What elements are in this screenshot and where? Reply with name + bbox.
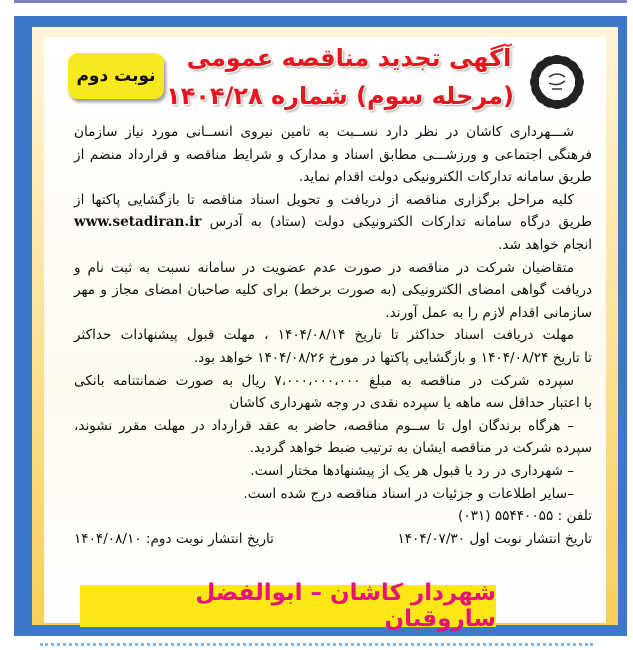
text-line [74,211,592,234]
ad-box [14,16,627,636]
phone-line: تلفن : ۵۵۴۴۰۰۵۵ (۰۳۱) [458,508,592,525]
text-line: –سایر اطلاعات و جزئیات در اسناد مناقصه درج شده است. [243,485,574,502]
text-line: با اعتبار حداقل سه ماهه یا سپرده نقدی در وجه شهرداری کاشان [229,395,592,412]
text-line: شـــهرداری کاشان در نظر دارد نســبت به تامین نیروی انســانی مورد نیاز سازمان [74,124,574,140]
mayor-signature-banner: شهردار کاشان – ابوالفضل ساروقیان [80,585,496,627]
text-line: – هرگاه برندگان اول تا ســوم مناقصه، حاضر به عقد قرارداد در مهلت مقرر نشوند، [74,417,574,434]
ad-frame [32,27,618,632]
text-line: دریافت گواهی امضای الکترونیکی (به صورت برخط) برای کلیه صاحبان امضای مجاز و مهر [74,282,592,299]
setadiran-link[interactable]: www.setadiran.ir [74,214,202,231]
kashan-municipality-logo-icon [522,47,592,117]
text-line: طریق سامانه تدارکات الکترونیکی دولت اقدام نماید. [298,169,592,186]
ad-subtitle: (مرحله سوم) شماره ۱۴۰۴/۲۸ [165,82,514,110]
text-line: انجام خواهد شد. [498,236,592,253]
dotted-divider [40,643,593,646]
text-line: متقاضیان شرکت در مناقصه در صورت عدم عضویت در سامانه نسبت به ثبت نام و [74,259,574,276]
text-line: تا تاریخ ۱۴۰۴/۰۸/۲۴ و بازگشایی پاکتها در مورخ ۱۴۰۴/۰۸/۲۶ خواهد بود. [193,349,592,366]
text-line: سپرده شرکت در مناقصه به مبلغ ۷،۰۰۰،۰۰۰،۰۰۰ ریال به صورت ضمانتنامه بانکی [74,372,574,389]
ad-body [74,121,592,550]
text-line: – شهرداری در رد یا قبول هر یک از پیشنهادها مختار است. [250,462,574,479]
second-round-badge: نوبت دوم [68,53,164,99]
text-segment: طریق درگاه سامانه تدارکات الکترونیکی دولت (ستاد) به آدرس [209,214,592,231]
text-line: سپرده شرکت در مناقصه ایشان به ترتیب ضبط خواهد گردید. [249,440,592,457]
second-publish-date: تاریخ انتشار نوبت دوم: ۱۴۰۴/۰۸/۱۰ [74,530,274,547]
top-rule [14,0,627,3]
text-line: کلیه مراحل برگزاری مناقصه از دریافت و تحویل اسناد مناقصه تا بازگشایی پاکتها از [74,191,574,208]
ad-panel [44,37,606,632]
text-line: مهلت دریافت اسناد حداکثر تا تاریخ ۱۴۰۴/۰۸/۱۴ ، مهلت قبول پیشنهادات حداکثر [74,327,574,344]
ad-title: آگهی تجدید مناقصه عمومی [186,44,512,72]
first-publish-date: تاریخ انتشار نوبت اول ۱۴۰۴/۰۷/۳۰ [397,530,592,547]
publish-dates [74,528,592,551]
text-line: فرهنگی اجتماعی و ورزشـــی مطابق اسناد و مدارک و شرایط مناقصه و قرارداد منضم از [74,146,592,163]
text-line: سازمانی اقدام لازم را به عمل آورند. [385,304,592,321]
